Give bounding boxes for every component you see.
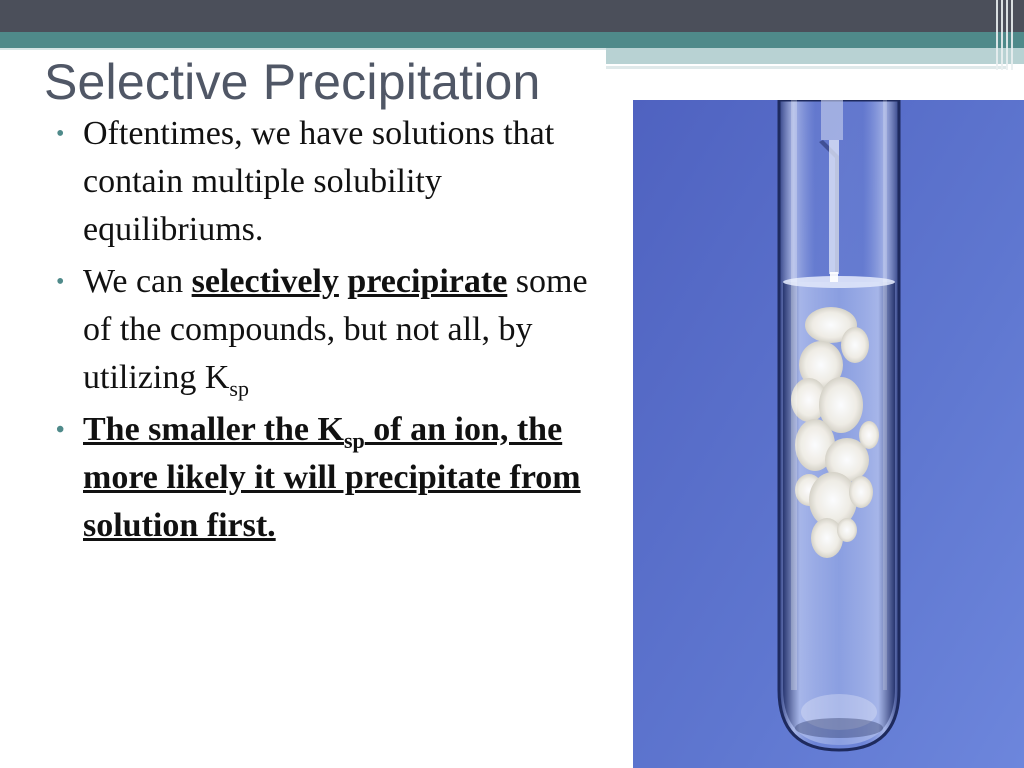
bullet-2-pre: We can [83, 263, 192, 300]
bullet-item-1 [56, 110, 616, 254]
bullet-dot-icon: • [56, 417, 65, 443]
bullet-2-emphasis-precipirate: precipirate [347, 263, 508, 300]
bullet-dot-icon: • [56, 121, 65, 147]
header-band-dark [0, 0, 1024, 32]
bullet-3-post: of an ion, the more likely it will precipitate from solution first. [83, 411, 581, 544]
bullet-3-subscript: sp [343, 427, 365, 453]
bullet-item-2 [56, 258, 616, 402]
bullet-3-pre: The smaller the K [83, 411, 344, 448]
bullet-2-post: some of the compounds, but not all, by utilizing K [83, 263, 588, 396]
test-tube-illustration [633, 100, 1024, 768]
header-rule-left [0, 48, 606, 50]
bullet-item-3 [56, 406, 616, 550]
slide-title: Selective Precipitation [44, 54, 541, 110]
bullet-2-subscript: sp [229, 375, 249, 401]
bullet-1-text: Oftentimes, we have solutions that contain multiple solubility equilibriums. [83, 115, 555, 248]
header-band-teal [0, 32, 1024, 48]
header-band-light [606, 48, 1024, 64]
bullet-list [56, 110, 616, 554]
header-decorative-stripes [996, 0, 1018, 70]
bullet-dot-icon: • [56, 269, 65, 295]
bullet-2-emphasis-selectively: selectively [191, 263, 339, 300]
test-tube-photo [633, 100, 1024, 768]
header-rule-right [606, 66, 1006, 69]
